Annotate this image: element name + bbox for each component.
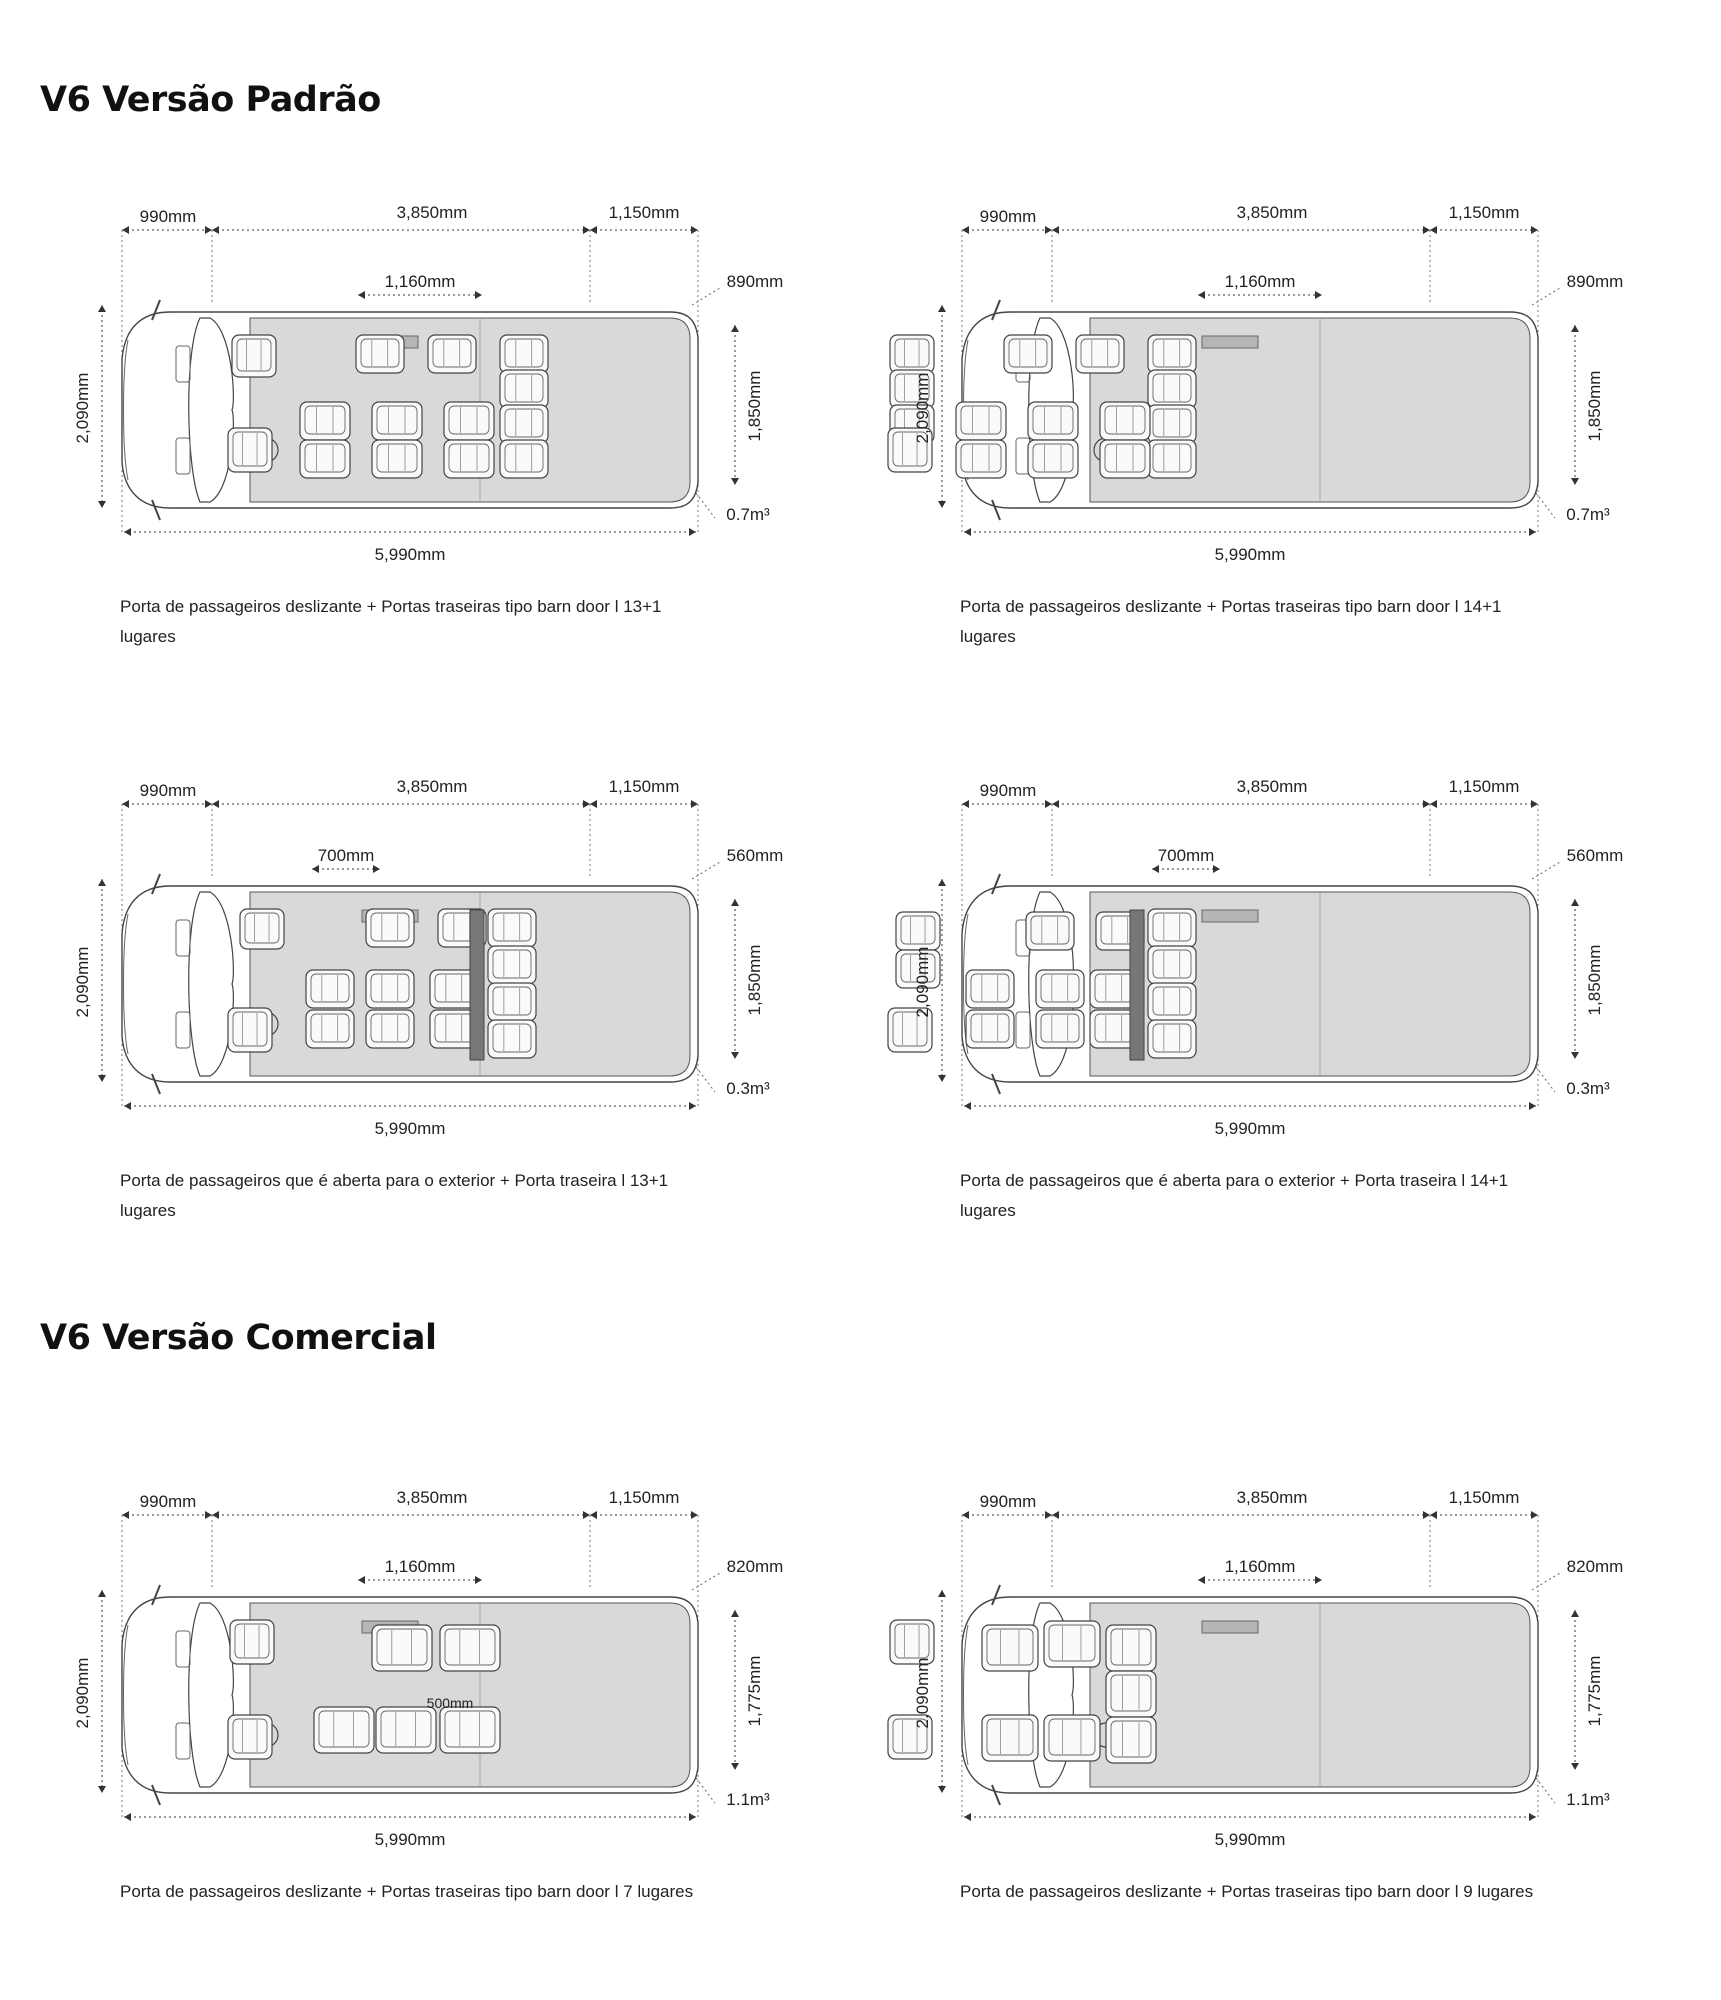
dim-volume: 1.1m³	[726, 1790, 770, 1809]
driver-seat	[228, 1008, 272, 1052]
passenger-seat	[428, 335, 476, 373]
dim-wheelbase: 3,850mm	[396, 203, 468, 222]
passenger-seat	[1106, 1625, 1156, 1671]
dim-rear-overhang: 1,150mm	[1448, 777, 1520, 796]
dim-side-door: 1,160mm	[1224, 1557, 1296, 1576]
dim-inner-width: 1,775mm	[745, 1655, 764, 1727]
dim-wheelbase: 3,850mm	[396, 777, 468, 796]
passenger-seat	[1036, 970, 1084, 1008]
passenger-seat	[1106, 1717, 1156, 1763]
passenger-seat	[356, 335, 404, 373]
passenger-seat	[500, 370, 548, 408]
passenger-seat	[314, 1707, 374, 1753]
layout-caption: Porta de passageiros que é aberta para o exterior + Porta traseira l 13+1 lugares	[120, 1171, 669, 1220]
passenger-seat	[1148, 335, 1196, 373]
passenger-seat	[306, 1010, 354, 1048]
passenger-seat	[1044, 1715, 1100, 1761]
dim-rear-overhang: 1,150mm	[1448, 1488, 1520, 1507]
dim-rear-overhang: 1,150mm	[608, 777, 680, 796]
passenger-seat	[306, 970, 354, 1008]
dim-rear-door: 890mm	[726, 272, 784, 291]
layout-commercial-9	[840, 1425, 1640, 1905]
passenger-seat	[1148, 1020, 1196, 1058]
layout-standard-14-1	[840, 140, 1640, 646]
dim-rear-door: 560mm	[726, 846, 784, 865]
dim-length: 5,990mm	[374, 545, 446, 564]
dim-length: 5,990mm	[374, 1119, 446, 1138]
passenger-seat	[1004, 335, 1052, 373]
dim-width: 2,090mm	[73, 1657, 92, 1729]
seats	[888, 909, 1196, 1060]
dim-length: 5,990mm	[1214, 1830, 1286, 1849]
dim-rear-door: 890mm	[1566, 272, 1624, 291]
dim-inner-width: 1,850mm	[745, 944, 764, 1016]
dim-front-overhang: 990mm	[979, 207, 1037, 226]
dim-length: 5,990mm	[1214, 1119, 1286, 1138]
dim-inner-width: 1,850mm	[1585, 944, 1604, 1016]
passenger-seat	[1148, 440, 1196, 478]
passenger-seat	[966, 1010, 1014, 1048]
passenger-seat	[500, 405, 548, 443]
passenger-seat	[896, 912, 940, 950]
passenger-seat	[376, 1707, 436, 1753]
dim-front-overhang: 990mm	[979, 1492, 1037, 1511]
passenger-seat	[956, 402, 1006, 440]
layout-caption: Porta de passageiros deslizante + Portas traseiras tipo barn door l 13+1 lugares	[120, 597, 662, 646]
passenger-seat	[300, 402, 350, 440]
layout-caption: Porta de passageiros que é aberta para o exterior + Porta traseira l 14+1 lugares	[960, 1171, 1509, 1220]
layout-diagram	[0, 1425, 800, 1905]
dim-width: 2,090mm	[913, 372, 932, 444]
dim-width: 2,090mm	[73, 372, 92, 444]
dim-length: 5,990mm	[1214, 545, 1286, 564]
dim-wheelbase: 3,850mm	[396, 1488, 468, 1507]
dim-rear-overhang: 1,150mm	[1448, 203, 1520, 222]
dim-rear-overhang: 1,150mm	[608, 203, 680, 222]
passenger-seat	[372, 1625, 432, 1671]
passenger-seat	[1148, 946, 1196, 984]
passenger-seat	[366, 970, 414, 1008]
dim-front-overhang: 990mm	[139, 1492, 197, 1511]
layout-diagram	[840, 140, 1640, 620]
passenger-seat	[488, 983, 536, 1021]
passenger-seat	[444, 440, 494, 478]
passenger-seat	[1076, 335, 1124, 373]
dim-wheelbase: 3,850mm	[1236, 777, 1308, 796]
passenger-seat	[966, 970, 1014, 1008]
dim-rear-door: 820mm	[726, 1557, 784, 1576]
passenger-seat	[300, 440, 350, 478]
dim-side-door: 700mm	[317, 846, 375, 865]
passenger-seat	[890, 1620, 934, 1664]
section-title-commercial: V6 Versão Comercial	[40, 1318, 437, 1358]
layout-caption: Porta de passageiros deslizante + Portas traseiras tipo barn door l 14+1 lugares	[960, 597, 1502, 646]
dim-volume: 0.7m³	[726, 505, 770, 524]
passenger-seat	[1148, 370, 1196, 408]
dim-inner-width: 1,850mm	[1585, 370, 1604, 442]
passenger-seat	[488, 909, 536, 947]
van-body	[962, 1585, 1538, 1805]
passenger-seat	[488, 946, 536, 984]
layout-standard-outward-14-1	[840, 714, 1640, 1220]
dim-volume: 1.1m³	[1566, 1790, 1610, 1809]
passenger-seat	[890, 335, 934, 373]
layout-diagram	[0, 140, 800, 620]
dim-wheelbase: 3,850mm	[1236, 203, 1308, 222]
layout-standard-13-1	[0, 140, 800, 646]
dim-width: 2,090mm	[913, 1657, 932, 1729]
seats	[888, 335, 1196, 478]
layout-commercial-7	[0, 1425, 800, 1905]
passenger-seat	[1148, 909, 1196, 947]
dim-front-overhang: 990mm	[139, 781, 197, 800]
layout-diagram	[840, 714, 1640, 1194]
van-body	[122, 1585, 698, 1805]
dim-inner-width: 1,850mm	[745, 370, 764, 442]
passenger-seat	[1044, 1621, 1100, 1667]
passenger-seat	[1100, 402, 1150, 440]
layout-caption: Porta de passageiros deslizante + Portas traseiras tipo barn door l 9 lugares	[960, 1882, 1534, 1901]
passenger-seat	[440, 1707, 500, 1753]
passenger-seat	[956, 440, 1006, 478]
passenger-seat	[1036, 1010, 1084, 1048]
dim-rear-door: 560mm	[1566, 846, 1624, 865]
dim-width: 2,090mm	[913, 946, 932, 1018]
dim-inner-width: 1,775mm	[1585, 1655, 1604, 1727]
dim-volume: 0.7m³	[1566, 505, 1610, 524]
passenger-seat	[366, 1010, 414, 1048]
passenger-seat	[440, 1625, 500, 1671]
passenger-seat	[500, 335, 548, 373]
passenger-seat	[982, 1715, 1038, 1761]
passenger-seat	[488, 1020, 536, 1058]
dim-rear-overhang: 1,150mm	[608, 1488, 680, 1507]
dim-volume: 0.3m³	[726, 1079, 770, 1098]
layout-caption: Porta de passageiros deslizante + Portas traseiras tipo barn door l 7 lugares	[120, 1882, 694, 1901]
passenger-seat	[366, 909, 414, 947]
dim-length: 5,990mm	[374, 1830, 446, 1849]
section-title-standard: V6 Versão Padrão	[40, 80, 381, 120]
dim-side-door: 1,160mm	[384, 272, 456, 291]
passenger-seat	[1106, 1671, 1156, 1717]
driver-seat	[228, 428, 272, 472]
dim-volume: 0.3m³	[1566, 1079, 1610, 1098]
partition-bar	[1130, 910, 1144, 1060]
dim-aisle: 500mm	[426, 1695, 474, 1711]
passenger-seat	[230, 1620, 274, 1664]
passenger-seat	[240, 909, 284, 949]
passenger-seat	[1148, 405, 1196, 443]
passenger-seat	[232, 335, 276, 377]
layout-diagram	[840, 1425, 1640, 1905]
passenger-seat	[372, 440, 422, 478]
dim-width: 2,090mm	[73, 946, 92, 1018]
dim-side-door: 700mm	[1157, 846, 1215, 865]
dim-front-overhang: 990mm	[139, 207, 197, 226]
driver-seat	[228, 1715, 272, 1759]
passenger-seat	[500, 440, 548, 478]
passenger-seat	[1028, 440, 1078, 478]
passenger-seat	[1028, 402, 1078, 440]
dim-rear-door: 820mm	[1566, 1557, 1624, 1576]
dim-side-door: 1,160mm	[1224, 272, 1296, 291]
partition-bar	[470, 910, 484, 1060]
layout-standard-outward-13-1	[0, 714, 800, 1220]
dim-front-overhang: 990mm	[979, 781, 1037, 800]
layout-diagram	[0, 714, 800, 1194]
passenger-seat	[372, 402, 422, 440]
passenger-seat	[1148, 983, 1196, 1021]
passenger-seat	[444, 402, 494, 440]
passenger-seat	[1100, 440, 1150, 478]
dim-wheelbase: 3,850mm	[1236, 1488, 1308, 1507]
passenger-seat	[982, 1625, 1038, 1671]
passenger-seat	[1026, 912, 1074, 950]
dim-side-door: 1,160mm	[384, 1557, 456, 1576]
